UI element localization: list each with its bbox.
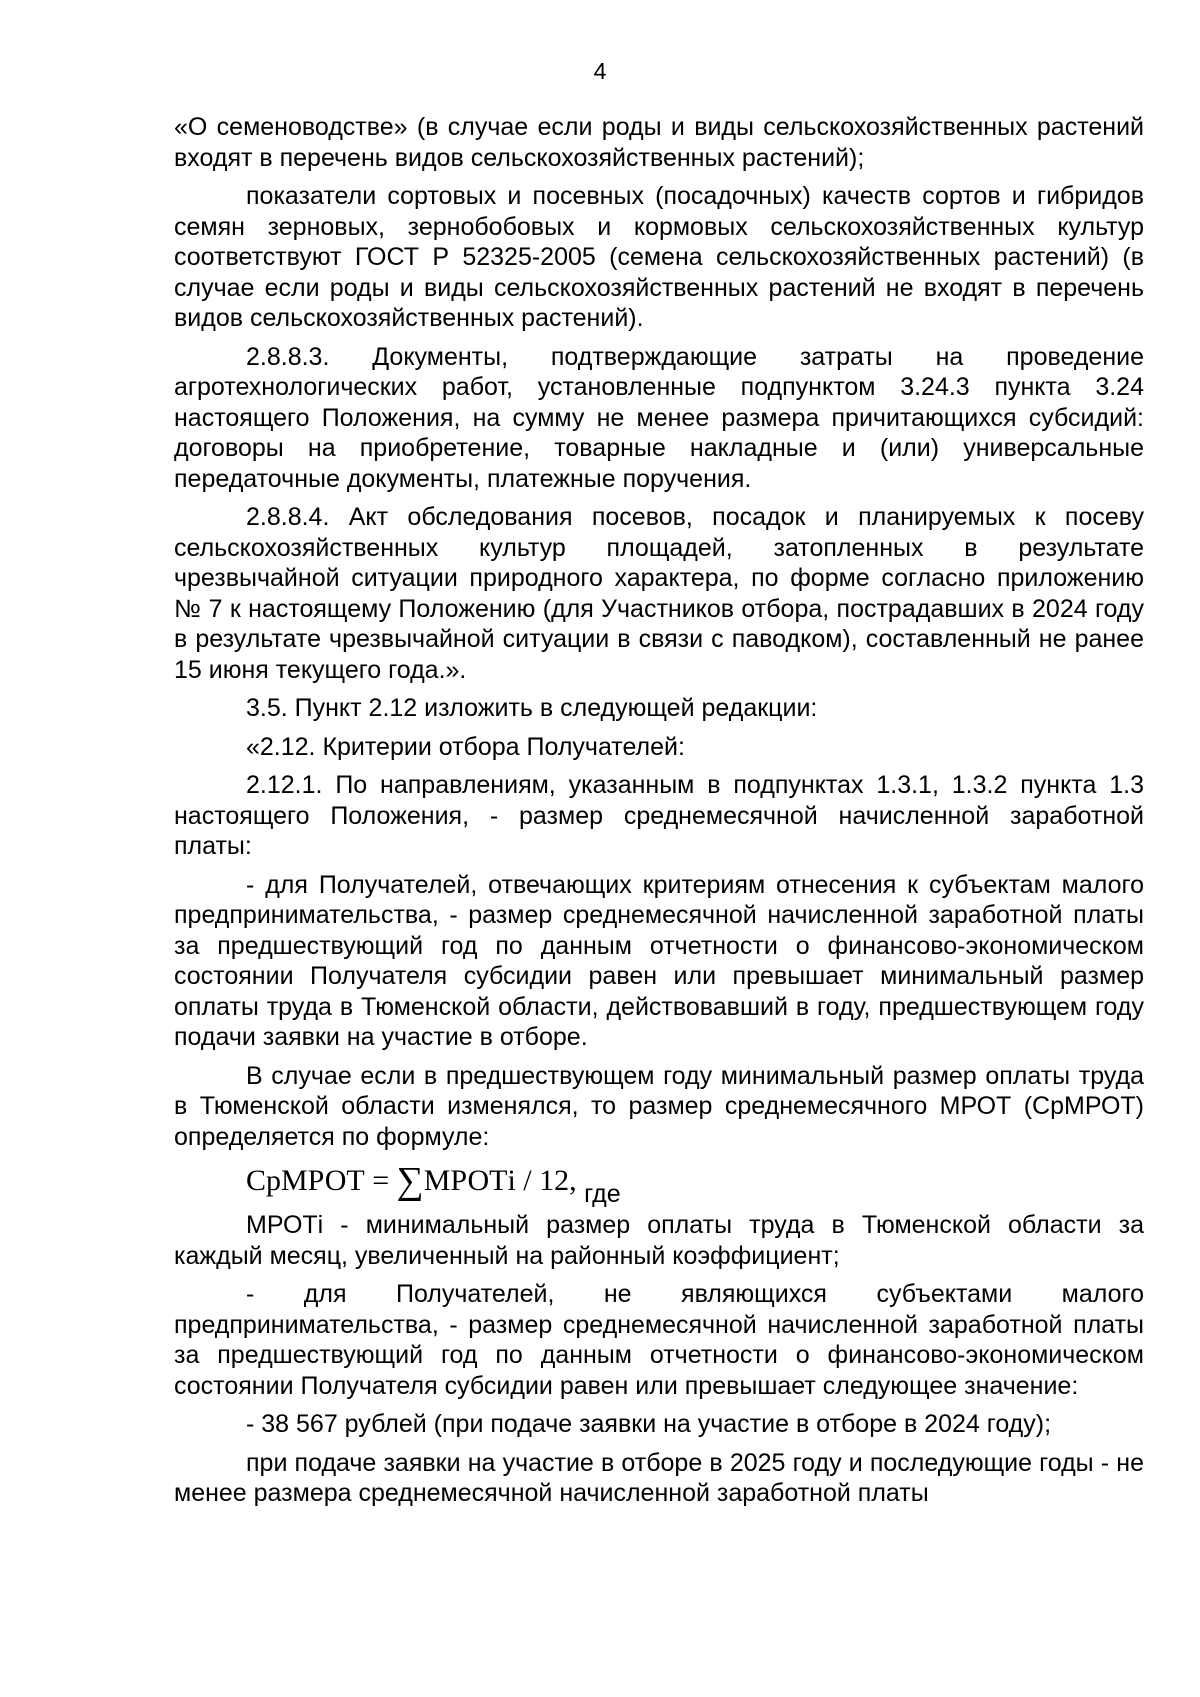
sum-symbol: ∑ <box>396 1160 424 1202</box>
formula-right: МРОТi / 12, <box>423 1164 577 1197</box>
page-number: 4 <box>593 58 607 84</box>
document-body <box>174 112 1144 1517</box>
paragraph: показатели сортовых и посевных (посадочных) качеств сортов и гибридов семян зерновых, зернобобовых и кормовых сельскохозяйственных культур соответствуют ГОСТ Р 52325-2005 (семена сельскохозяйственных растений) (в случае если роды и виды сельскохозяйственных растений не входят в перечень видов сельскохозяйственных растений). <box>174 182 1144 332</box>
formula-left: СрМРОТ = <box>246 1164 397 1197</box>
paragraph: - для Получателей, отвечающих критериям отнесения к субъектам малого предпринимательства, - размер среднемесячной начисленной заработной платы за предшествующий год по данным отчетности о финансово-экономическом состоянии Получателя субсидии равен или превышает минимальный размер оплаты труда в Тюменской области, действовавший в году, предшествующем году подачи заявки на участие в отборе. <box>174 870 1144 1051</box>
formula-suffix: где <box>584 1180 621 1208</box>
paragraph: при подаче заявки на участие в отборе в 2025 году и последующие годы - не менее размера среднемесячной начисленной заработной платы <box>174 1448 1144 1507</box>
paragraph: «2.12. Критерии отбора Получателей: <box>246 732 685 761</box>
paragraph: 3.5. Пункт 2.12 изложить в следующей редакции: <box>246 694 818 722</box>
paragraph: 2.8.8.4. Акт обследования посевов, посадок и планируемых к посеву сельскохозяйственных культур площадей, затопленных в результате чрезвычайной ситуации природного характера, по форме согласно приложению № 7 к настоящему Положению (для Участников отбора, пострадавших в 2024 году в результате чрезвычайной ситуации в связи с паводком), составленный не ранее 15 июня текущего года.». <box>174 503 1144 684</box>
formula <box>174 1152 1144 1208</box>
paragraph: «О семеноводстве» (в случае если роды и виды сельскохозяйственных растений входят в перечень видов сельскохозяйственных растений); <box>174 113 1144 172</box>
paragraph: В случае если в предшествующем году минимальный размер оплаты труда в Тюменской области изменялся, то размер среднемесячного МРОТ (СрМРОТ) определяется по формуле: <box>174 1061 1144 1151</box>
paragraph: 2.12.1. По направлениям, указанным в подпунктах 1.3.1, 1.3.2 пункта 1.3 настоящего Положения, - размер среднемесячной начисленной заработной платы: <box>174 771 1144 860</box>
paragraph: МРОТi - минимальный размер оплаты труда в Тюменской области за каждый месяц, увеличенный на районный коэффициент; <box>174 1211 1144 1270</box>
paragraph: 2.8.8.3. Документы, подтверждающие затраты на проведение агротехнологических работ, установленные подпунктом 3.24.3 пункта 3.24 настоящего Положения, на сумму не менее размера причитающихся субсидий: договоры на приобретение, товарные накладные и (или) универсальные передаточные документы, платежные поручения. <box>174 342 1144 493</box>
paragraph: - 38 567 рублей (при подаче заявки на участие в отборе в 2024 году); <box>246 1410 1052 1438</box>
paragraph: - для Получателей, не являющихся субъектами малого предпринимательства, - размер среднемесячной начисленной заработной платы за предшествующий год по данным отчетности о финансово-экономическом состоянии Получателя субсидии равен или превышает следующее значение: <box>174 1280 1144 1400</box>
